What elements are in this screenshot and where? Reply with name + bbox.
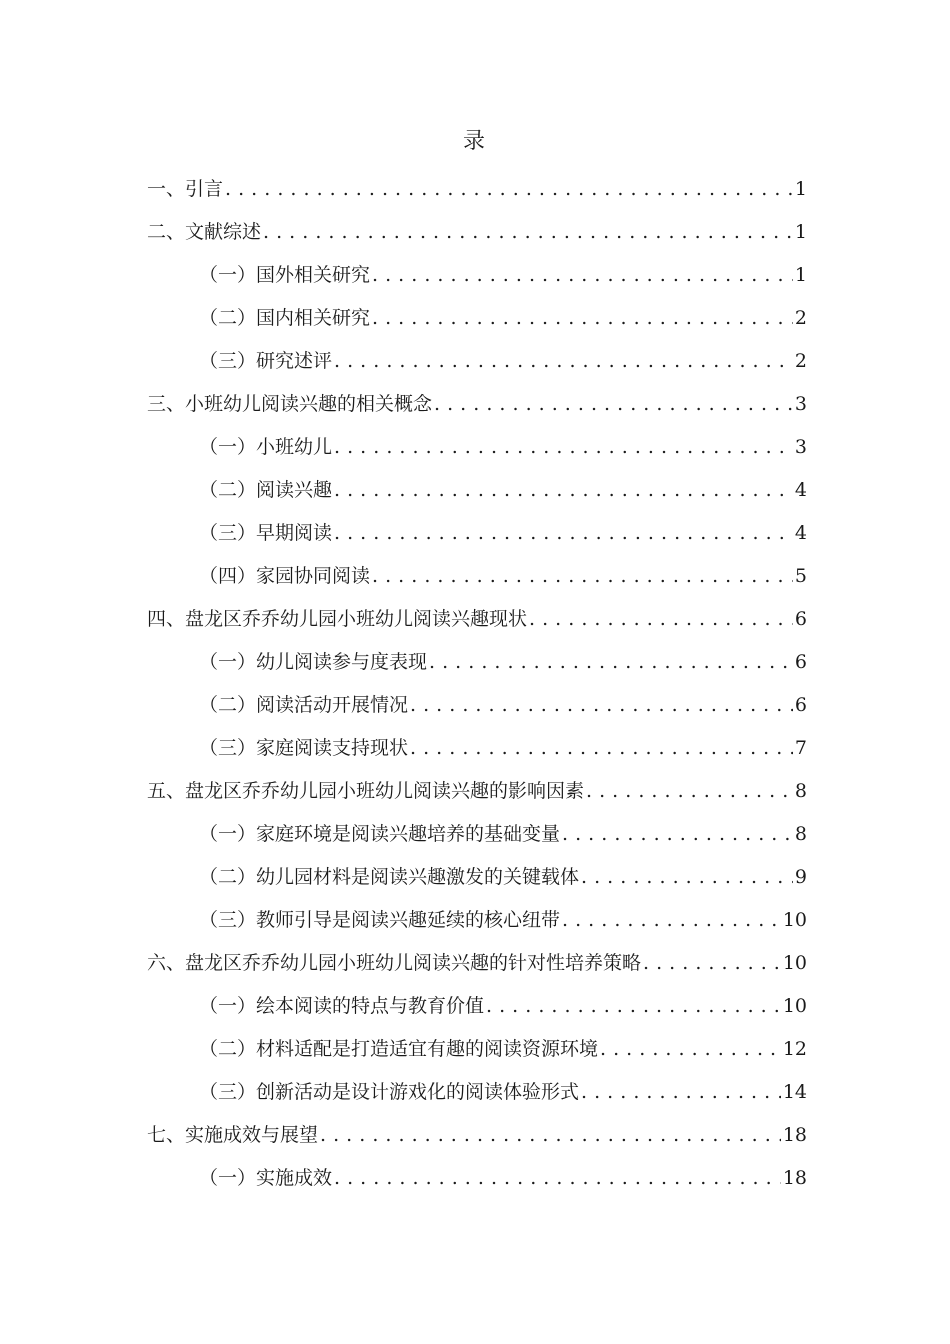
toc-entry-label: 五、盘龙区乔乔幼儿园小班幼儿阅读兴趣的影响因素 [147,780,585,802]
toc-entry[interactable] [147,598,807,641]
toc-entry[interactable] [147,856,807,899]
toc-entry[interactable] [147,1114,807,1157]
toc-entry-page: 8 [794,823,807,845]
toc-leader-dots [320,1114,781,1157]
toc-entry-page: 4 [794,479,807,501]
toc-entry-label: 四、盘龙区乔乔幼儿园小班幼儿阅读兴趣现状 [147,608,528,630]
toc-entry-label: （一）绘本阅读的特点与教育价值 [199,995,485,1017]
toc-entry-page: 1 [794,221,807,243]
toc-entry[interactable] [147,254,807,297]
toc-entry-page: 10 [782,995,807,1017]
toc-entry[interactable] [147,168,807,211]
toc-leader-dots [486,985,781,1028]
toc-leader-dots [263,211,793,254]
toc-entry-label: （二）材料适配是打造适宜有趣的阅读资源环境 [199,1038,599,1060]
toc-entry[interactable] [147,1028,807,1071]
toc-leader-dots [643,942,781,985]
toc-leader-dots [600,1028,781,1071]
toc-leader-dots [334,469,793,512]
toc-entry-label: （二）国内相关研究 [199,307,371,329]
toc-leader-dots [334,512,793,555]
toc-list [147,168,807,1200]
toc-title: 录 [462,129,487,154]
toc-entry[interactable] [147,555,807,598]
toc-entry-label: （四）家园协同阅读 [199,565,371,587]
toc-entry[interactable] [147,770,807,813]
toc-leader-dots [434,383,793,426]
toc-entry-page: 18 [782,1124,807,1146]
toc-entry-label: （一）小班幼儿 [199,436,333,458]
toc-entry[interactable] [147,1157,807,1200]
toc-entry-page: 10 [782,909,807,931]
toc-leader-dots [334,426,793,469]
toc-entry-page: 1 [794,178,807,200]
toc-entry-label: （三）教师引导是阅读兴趣延续的核心纽带 [199,909,561,931]
toc-entry-label: （二）幼儿园材料是阅读兴趣激发的关键载体 [199,866,580,888]
toc-leader-dots [225,168,793,211]
toc-entry-page: 8 [794,780,807,802]
toc-entry-page: 6 [794,694,807,716]
toc-entry-label: 二、文献综述 [147,221,262,243]
toc-leader-dots [372,254,793,297]
toc-leader-dots [562,813,793,856]
toc-entry[interactable] [147,641,807,684]
toc-entry[interactable] [147,426,807,469]
toc-entry-page: 12 [782,1038,807,1060]
toc-entry-page: 18 [782,1167,807,1189]
toc-leader-dots [334,340,793,383]
toc-leader-dots [410,684,793,727]
toc-entry-page: 10 [782,952,807,974]
toc-entry-page: 5 [794,565,807,587]
toc-entry[interactable] [147,813,807,856]
toc-leader-dots [429,641,793,684]
toc-entry-page: 9 [794,866,807,888]
toc-entry[interactable] [147,727,807,770]
toc-leader-dots [581,1071,781,1114]
toc-entry-page: 3 [794,393,807,415]
toc-entry[interactable] [147,383,807,426]
toc-leader-dots [586,770,793,813]
toc-entry[interactable] [147,985,807,1028]
toc-entry-page: 2 [794,307,807,329]
toc-entry[interactable] [147,211,807,254]
toc-entry-label: 七、实施成效与展望 [147,1124,319,1146]
toc-entry[interactable] [147,340,807,383]
toc-entry-label: （一）实施成效 [199,1167,333,1189]
toc-entry-label: （二）阅读兴趣 [199,479,333,501]
toc-leader-dots [410,727,793,770]
toc-entry-label: 三、小班幼儿阅读兴趣的相关概念 [147,393,433,415]
toc-leader-dots [372,555,793,598]
toc-entry-label: （三）研究述评 [199,350,333,372]
toc-entry-label: （二）阅读活动开展情况 [199,694,409,716]
toc-leader-dots [581,856,793,899]
toc-leader-dots [562,899,781,942]
toc-entry[interactable] [147,1071,807,1114]
toc-entry-page: 14 [782,1081,807,1103]
toc-leader-dots [529,598,793,641]
toc-entry-label: 六、盘龙区乔乔幼儿园小班幼儿阅读兴趣的针对性培养策略 [147,952,642,974]
toc-entry-label: 一、引言 [147,178,224,200]
toc-entry-label: （一）幼儿阅读参与度表现 [199,651,428,673]
toc-entry-page: 4 [794,522,807,544]
toc-leader-dots [372,297,793,340]
toc-entry[interactable] [147,512,807,555]
toc-entry-label: （一）家庭环境是阅读兴趣培养的基础变量 [199,823,561,845]
toc-leader-dots [334,1157,781,1200]
toc-entry-page: 2 [794,350,807,372]
toc-entry-label: （三）早期阅读 [199,522,333,544]
toc-entry-label: （三）创新活动是设计游戏化的阅读体验形式 [199,1081,580,1103]
toc-entry-label: （一）国外相关研究 [199,264,371,286]
toc-entry[interactable] [147,297,807,340]
toc-entry-label: （三）家庭阅读支持现状 [199,737,409,759]
toc-entry-page: 6 [794,651,807,673]
toc-entry-page: 1 [794,264,807,286]
toc-entry[interactable] [147,899,807,942]
toc-entry-page: 7 [794,737,807,759]
toc-entry-page: 6 [794,608,807,630]
toc-entry-page: 3 [794,436,807,458]
toc-entry[interactable] [147,469,807,512]
toc-entry[interactable] [147,684,807,727]
toc-entry[interactable] [147,942,807,985]
